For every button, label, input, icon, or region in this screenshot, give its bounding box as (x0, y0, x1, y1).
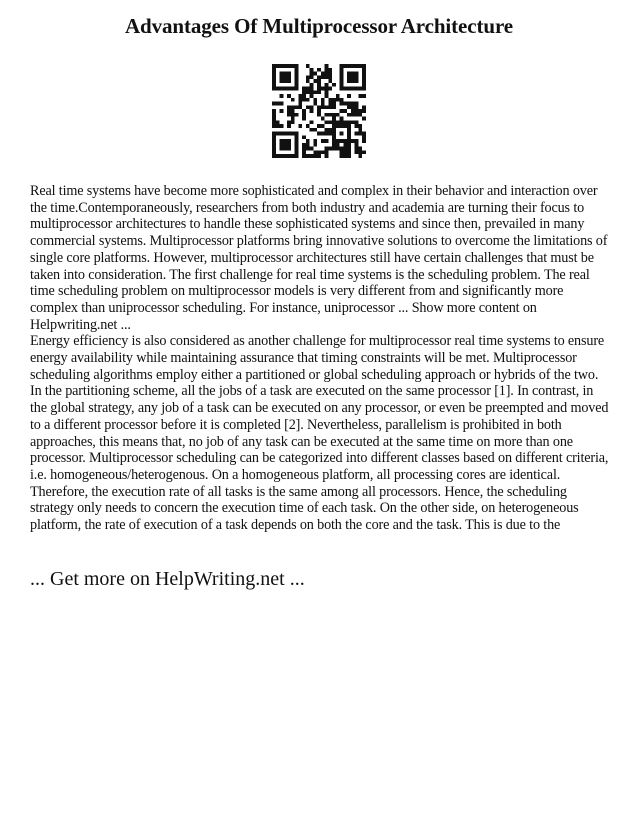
page-title: Advantages Of Multiprocessor Architecture (124, 14, 514, 38)
article-body (30, 183, 610, 534)
get-more-link[interactable]: ... Get more on HelpWriting.net ... (30, 568, 305, 590)
paragraph-2: Energy efficiency is also considered as another challenge for multiprocessor real time systems to ensure energy availability while maintaining assurance that timing constraints will be met. Multiprocessor scheduling algorithms employ either a partitioned or global scheduling approach or hybrids of the two. In the partitioning scheme, all the jobs of a task are executed on the same processor [1]. In contrast, in the global strategy, any job of a task can be executed on any processor, or even be preempted and moved to a different processor before it is completed [2]. Nevertheless, parallelism is prohibited in both approaches, this means that, no job of any task can be executed at the same time on more than one processor. Multiprocessor scheduling can be categorized into different classes based on different criteria, i.e. homogeneous/heterogenous. On a homogeneous platform, all processing cores are identical. Therefore, the execution rate of all tasks is the same among all processors. Hence, the scheduling strategy only needs to concern the execution time of each task. On the other side, on heterogeneous platform, the rate of execution of a task depends on both the core and the task. This is due to the (30, 333, 609, 534)
paragraph-1: Real time systems have become more sophisticated and complex in their behavior and interaction over the time.Contemporaneously, researchers from both industry and academia are turning their focus to multiprocessor architectures to handle these sophisticated systems and since then, prevailed in many commercial systems. Multiprocessor platforms bring innovative solutions to overcome the limitations of single core platforms. However, multiprocessor architectures still have certain challenges that must be taken into consideration. The first challenge for real time systems is the scheduling problem. The real time scheduling problem on multiprocessor models is very different from and significantly more complex than uniprocessor scheduling. For instance, uniprocessor ... Show more content on Helpwriting.net ... (30, 183, 608, 333)
qr-code-icon (272, 64, 366, 158)
